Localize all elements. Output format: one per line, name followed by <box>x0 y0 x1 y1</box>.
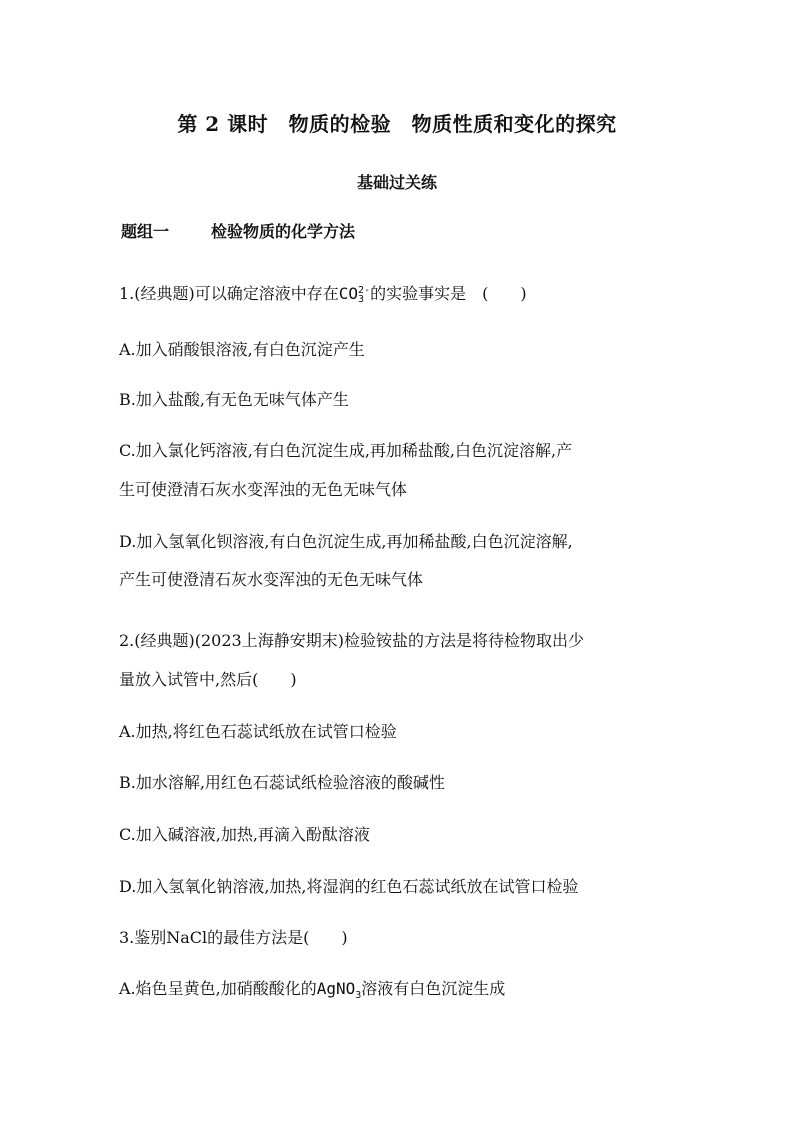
question-1-option-a: A.加入硝酸银溶液,有白色沉淀产生 <box>119 340 365 359</box>
question-2-stem-line2: 量放入试管中,然后( ) <box>119 670 297 689</box>
question-group-heading <box>121 219 355 242</box>
question-2-option-b: B.加水溶解,用红色石蕊试纸检验溶液的酸碱性 <box>119 773 445 792</box>
question-2-option-d: D.加入氢氧化钠溶液,加热,将湿润的红色石蕊试纸放在试管口检验 <box>119 877 579 896</box>
silver-nitrate-formula: AgNO$_3$ <box>316 979 362 1002</box>
question-2-stem-line1: 2.(经典题)(2023上海静安期末)检验铵盐的方法是将待检物取出少 <box>119 631 584 650</box>
question-2-option-c: C.加入碱溶液,加热,再滴入酚酞溶液 <box>119 825 370 844</box>
section-subtitle: 基础过关练 <box>356 173 437 192</box>
question-1-option-b: B.加入盐酸,有无色无味气体产生 <box>119 390 349 409</box>
question-3-option-a-post: 溶液有白色沉淀生成 <box>361 979 506 998</box>
question-1-stem <box>119 281 679 304</box>
group-name: 检验物质的化学方法 <box>211 222 356 241</box>
question-3-option-a <box>119 976 679 1001</box>
question-1-stem-pre: 1.(经典题)可以确定溶液中存在 <box>119 284 339 303</box>
group-label: 题组一 <box>121 222 170 241</box>
question-1-option-d-line2: 产生可使澄清石灰水变浑浊的无色无味气体 <box>119 570 424 589</box>
question-2-option-a: A.加热,将红色石蕊试纸放在试管口检验 <box>119 722 397 741</box>
question-1-stem-post: 的实验事实是 ( ) <box>370 284 527 303</box>
question-3-option-a-pre: A.焰色呈黄色,加硝酸酸化的 <box>119 979 317 998</box>
question-1-option-d-line1: D.加入氢氧化钡溶液,有白色沉淀生成,再加稀盐酸,白色沉淀溶解, <box>119 532 573 551</box>
carbonate-ion-formula: CO 2- 3 <box>338 284 371 305</box>
question-1-option-c-line1: C.加入氯化钙溶液,有白色沉淀生成,再加稀盐酸,白色沉淀溶解,产 <box>119 441 573 460</box>
question-1-option-c-line2: 生可使澄清石灰水变浑浊的无色无味气体 <box>119 480 408 499</box>
question-3-stem: 3.鉴别NaCl的最佳方法是( ) <box>119 928 348 947</box>
page-title: 第 2 课时 物质的检验 物质性质和变化的探究 <box>177 112 617 136</box>
